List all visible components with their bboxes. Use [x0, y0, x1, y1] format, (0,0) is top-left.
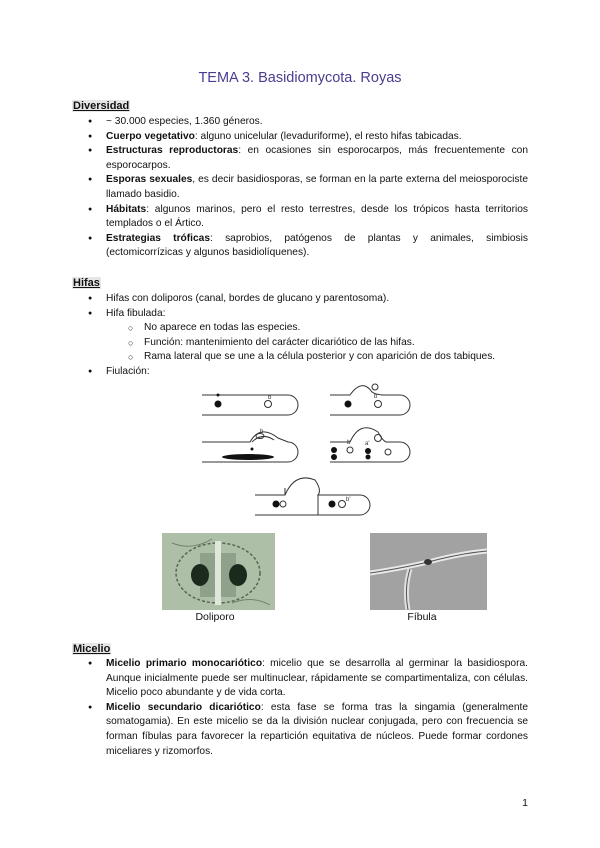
list-item: ● Hifa fibulada: ○ No aparece en todas las especies. ○ Función: mantenimiento del carácter dicariótico de las hifas. ○ Rama lateral que se une a la célula posterior y con aparición de dos tabiques. [84, 307, 528, 365]
hifa-fibulada-sublist [106, 321, 528, 365]
micelio-list [84, 657, 528, 759]
diagram-label: b [260, 429, 264, 435]
sub-list-item: ○ Rama lateral que se une a la célula posterior y con aparición de dos tabiques. [106, 350, 528, 365]
section-heading-diversidad: Diversidad [73, 100, 130, 112]
clamp-formation-diagram [200, 380, 420, 528]
list-item: ● Esporas sexuales, es decir basidiosporas, se forman en la parte externa del meiosporociste llamado basidio. [84, 173, 528, 202]
list-item: ● Estrategias tróficas: saprobios, patógenos de plantas y animales, simbiosis (ectomicorrízicas y algunos basidiolíquenes). [84, 232, 528, 261]
list-item: ● Micelio primario monocariótico: micelio que se desarrolla al germinar la basidiospora. Aunque inicialmente puede ser multinuclear, rápidamente se compartimentaliza, con células. Micelio poco abundante y de vida corta. [84, 657, 528, 701]
caption-doliporo: Doliporo [195, 611, 235, 623]
diagram-label: b [347, 440, 351, 446]
list-item: ● Hábitats: algunos marinos, pero el resto terrestres, desde los trópicos hasta territorios templados o el Ártico. [84, 203, 528, 232]
sub-list-item: ○ No aparece en todas las especies. [106, 321, 528, 336]
diagram-label: b' [346, 497, 351, 503]
list-item: ● ~ 30.000 especies, 1.360 géneros. [84, 115, 528, 130]
section-heading-micelio: Micelio [73, 643, 111, 655]
list-item: ● Estructuras reproductoras: en ocasiones sin esporocarpos, más frecuentemente con esporocarpos. [84, 144, 528, 173]
section-heading-hifas: Hifas [73, 277, 100, 289]
diagram-label: a' [365, 441, 370, 447]
fibula-micrograph [370, 533, 487, 610]
diversidad-list [84, 115, 528, 261]
caption-fibula: Fíbula [407, 611, 437, 623]
hifas-list [84, 292, 528, 380]
list-item: ● Micelio secundario dicariótico: esta fase se forma tras la singamia (generalmente somatogamia). En este micelio se da la división nuclear conjugada, pero con frecuencia se forman fíbulas para favorecer la repartición equitativa de núcleos. Puede formar cordones miceliares y rizomorfos. [84, 701, 528, 759]
page-number: 1 [522, 797, 528, 809]
doliporo-micrograph [162, 533, 275, 610]
page-title: TEMA 3. Basidiomycota. Royas [198, 70, 402, 86]
list-item: ● Fiulación: [84, 365, 528, 380]
sub-list-item: ○ Función: mantenimiento del carácter dicariótico de las hifas. [106, 336, 528, 351]
diagram-label: b [268, 395, 272, 401]
diagram-label: b' [374, 394, 379, 400]
list-item: ● Hifas con doliporos (canal, bordes de glucano y parentosoma). [84, 292, 528, 307]
list-item: ● Cuerpo vegetativo: alguno unicelular (levaduriforme), el resto hifas tabicadas. [84, 130, 528, 145]
